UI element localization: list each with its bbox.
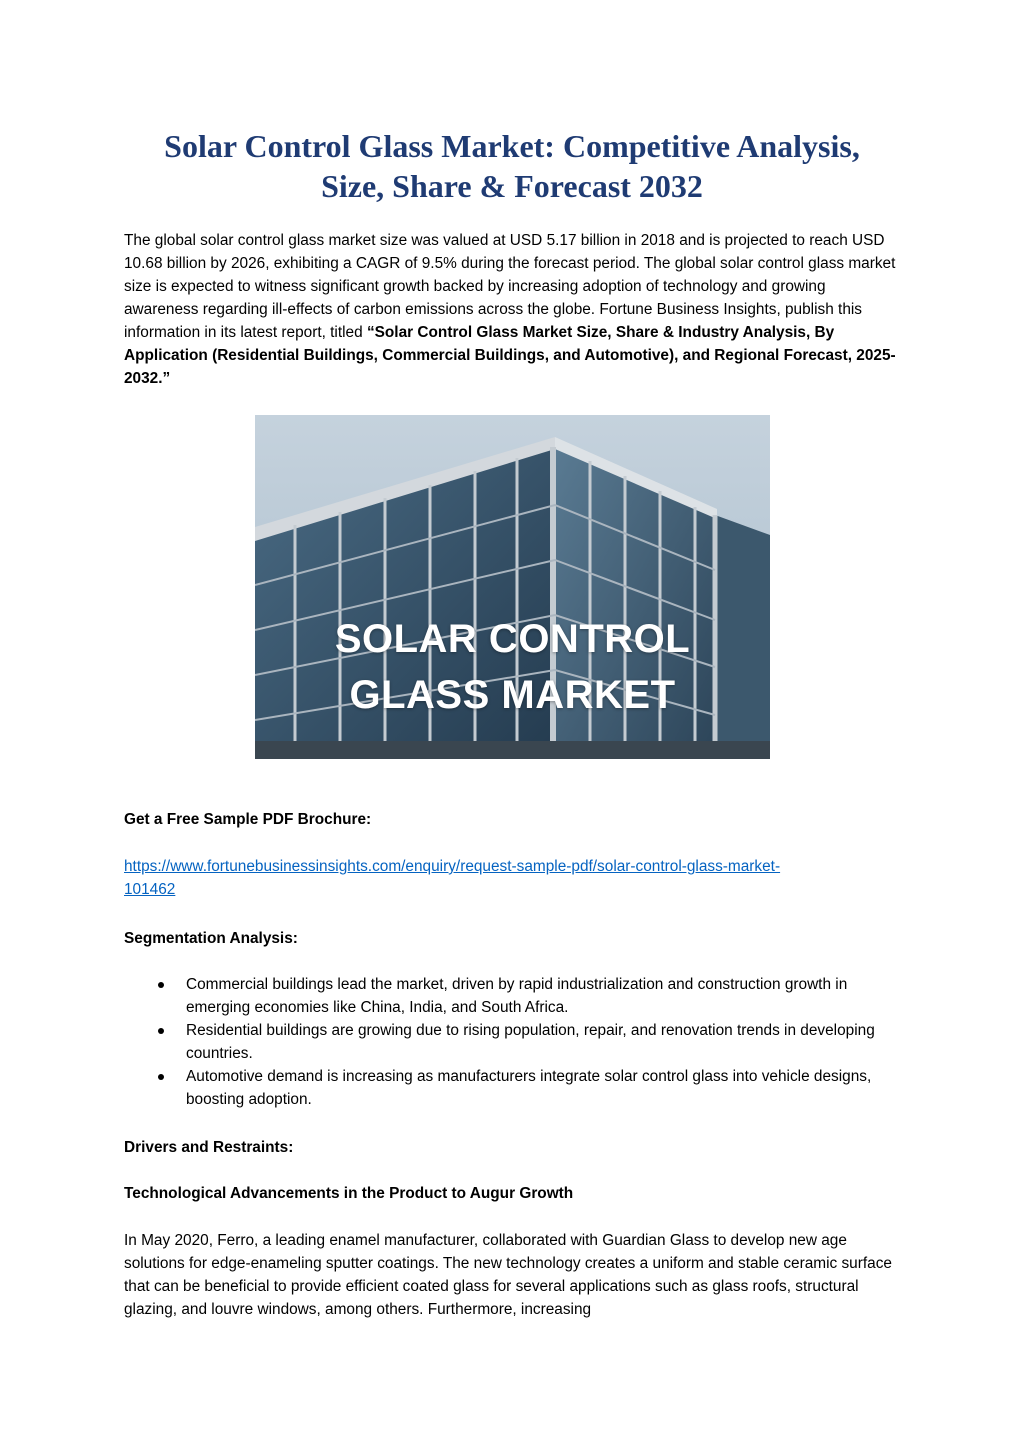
sample-link[interactable] (124, 858, 780, 898)
bullet-icon (158, 1028, 164, 1034)
report-title: “Solar Control Glass Market Size, Share & Industry Analysis, By Application (Residential Buildings, Commercial Buildings, and Automotive), and Regional Forecast, 2025-2032.” (124, 324, 896, 387)
hero-overlay-text (255, 611, 770, 723)
list-item-text: Automotive demand is increasing as manufacturers integrate solar control glass into vehicle designs, boosting adoption. (186, 1068, 872, 1108)
intro-text: The global solar control glass market size was valued at USD 5.17 billion in 2018 and is projected to reach USD 10.68 billion by 2026, exhibiting a CAGR of 9.5% during the forecast period. The global solar control glass market size is expected to witness significant growth backed by increasing adoption of technology and growing awareness regarding ill-effects of carbon emissions across the globe. Fortune Business Insights, publish this information in its latest report, titled (124, 232, 896, 341)
page-title (84, 126, 940, 206)
hero-line-1: SOLAR CONTROL (334, 617, 691, 661)
bullet-icon (158, 1074, 164, 1080)
sample-heading: Get a Free Sample PDF Brochure: (124, 811, 372, 828)
intro-paragraph (124, 229, 900, 390)
sample-link-paragraph (124, 855, 900, 901)
sample-link-line-1: https://www.fortunebusinessinsights.com/enquiry/request-sample-pdf/solar-control-glass-market- (124, 858, 781, 875)
sample-link-line-2: 101462 (124, 881, 176, 898)
hero-line-2: GLASS MARKET (349, 673, 676, 717)
segmentation-heading: Segmentation Analysis: (124, 930, 298, 947)
tech-paragraph: In May 2020, Ferro, a leading enamel manufacturer, collaborated with Guardian Glass to develop new age solutions for edge-enameling sputter coatings. The new technology creates a uniform and stable ceramic surface that can be beneficial to provide efficient coated glass for several applications such as glass roofs, structural glazing, and louvre windows, among others. Furthermore, increasing (124, 1232, 892, 1318)
list-item (124, 973, 900, 1019)
segmentation-list (124, 973, 900, 1111)
hero-image (255, 415, 770, 759)
bullet-icon (158, 982, 164, 988)
tech-heading: Technological Advancements in the Product to Augur Growth (124, 1185, 574, 1202)
title-line-2: Size, Share & Forecast 2032 (321, 168, 703, 204)
list-item-text: Residential buildings are growing due to rising population, repair, and renovation trends in developing countries. (186, 1022, 875, 1062)
list-item (124, 1019, 900, 1065)
title-line-1: Solar Control Glass Market: Competitive Analysis, (164, 128, 860, 164)
list-item-text: Commercial buildings lead the market, driven by rapid industrialization and construction growth in emerging economies like China, India, and South Africa. (186, 976, 848, 1016)
list-item (124, 1065, 900, 1111)
drivers-heading: Drivers and Restraints: (124, 1139, 294, 1156)
